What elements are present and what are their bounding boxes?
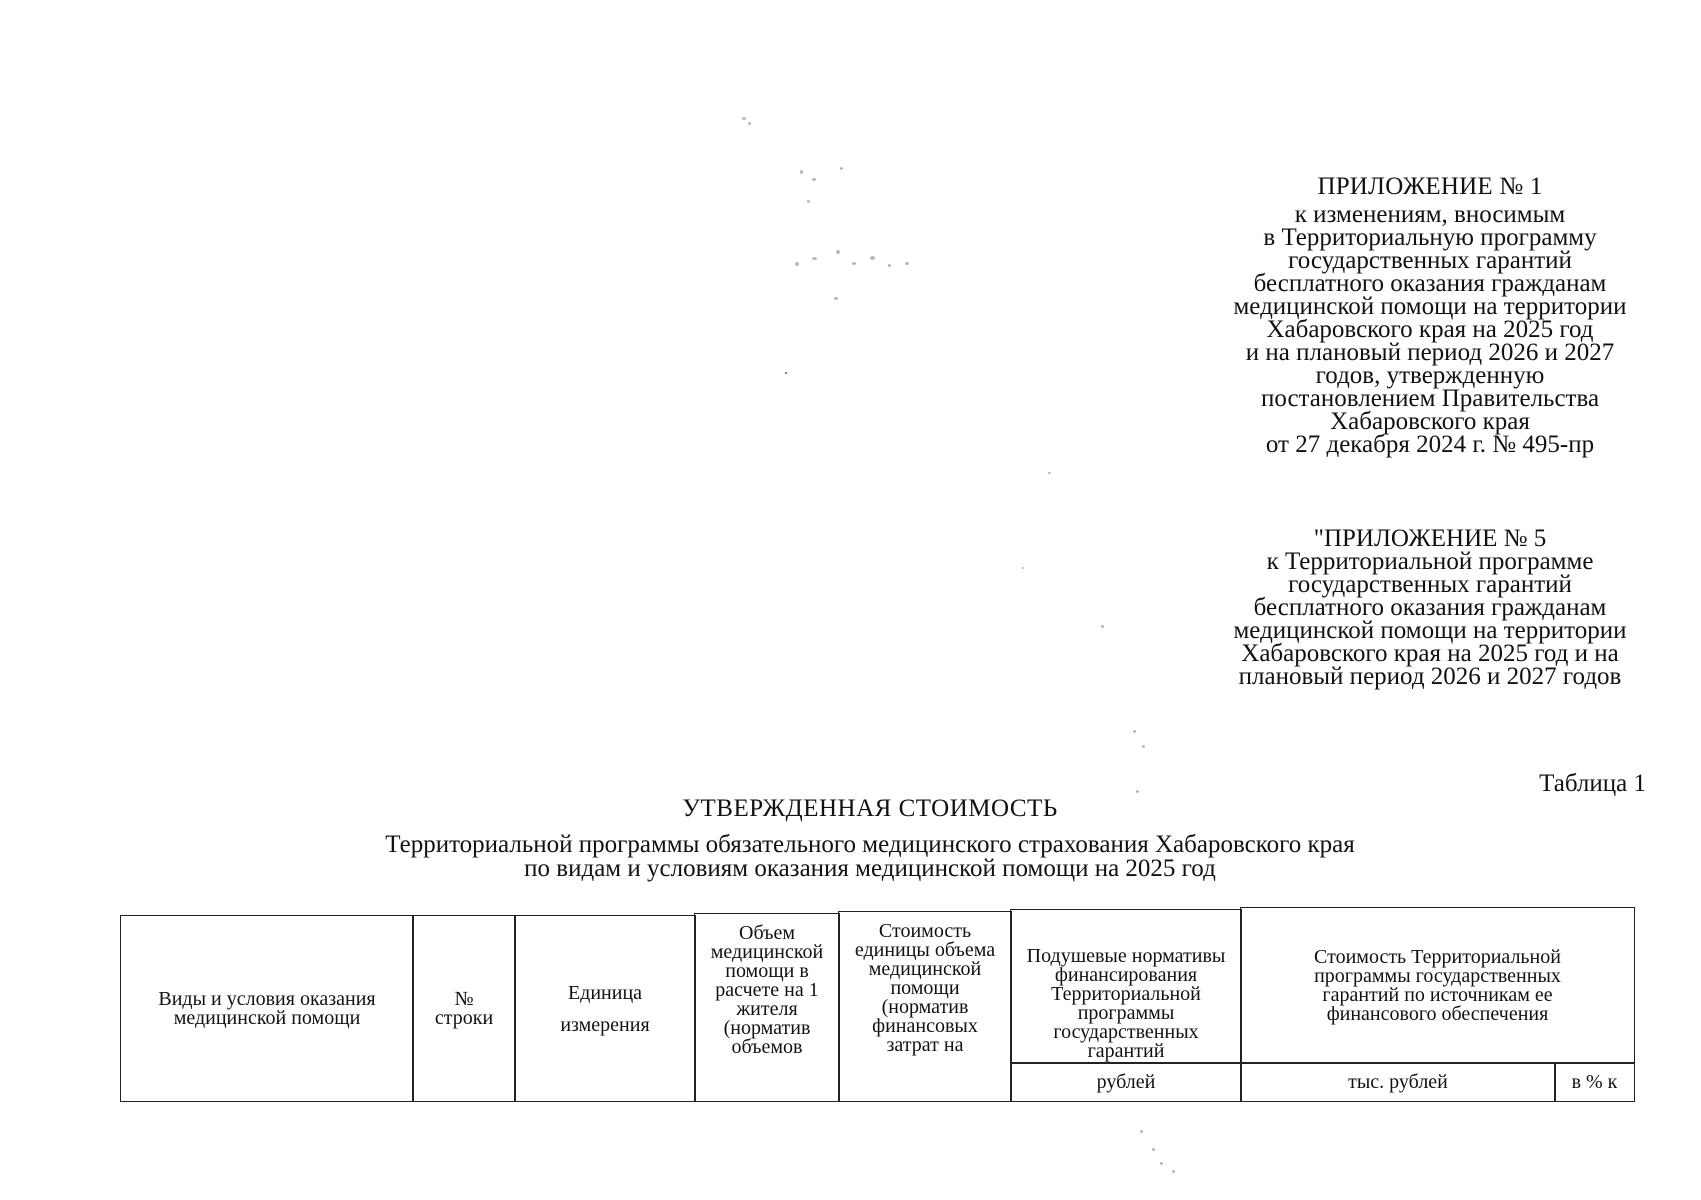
header-cell-volume <box>694 913 840 1102</box>
header-text: Единица измерения <box>560 981 650 1036</box>
annex-1-line: медицинской помощи на территории <box>1233 293 1627 320</box>
annex-1-line: бесплатного оказания гражданам <box>1253 270 1607 297</box>
cost-table-header <box>120 907 1635 1102</box>
document-subtitle-line: по видам и условиям оказания медицинской помощи на 2025 год <box>524 855 1216 882</box>
scan-speck <box>812 257 817 260</box>
header-cell-total-thousand-rub <box>1240 1062 1556 1102</box>
scan-speck <box>1048 472 1051 474</box>
header-text: Стоимость единицы объема медицинской помощи (норматив финансовых затрат на <box>854 920 996 1056</box>
scan-speck <box>785 372 787 374</box>
header-cell-total-cost <box>1240 907 1635 1064</box>
annex-1-line: Хабаровского края на 2025 год <box>1266 316 1594 343</box>
header-cell-unit <box>514 915 696 1102</box>
document-subtitle <box>0 833 1701 881</box>
annex-1-line: в Территориальную программу <box>1263 224 1597 251</box>
annex-1-line: постановлением Правительства <box>1260 385 1600 412</box>
annex-1-line: к изменениям, вносимым <box>1294 201 1566 228</box>
annex-5-line: бесплатного оказания гражданам <box>1253 594 1607 621</box>
header-cell-unit-cost <box>838 911 1012 1102</box>
scan-speck <box>870 256 875 260</box>
header-cell-per-capita <box>1010 909 1242 1064</box>
annex-5-title: "ПРИЛОЖЕНИЕ № 5 <box>1313 525 1547 552</box>
scan-speck <box>812 178 816 181</box>
scan-speck <box>748 122 751 125</box>
header-text: рублей <box>1096 1070 1156 1093</box>
annex-5-line: медицинской помощи на территории <box>1233 617 1627 644</box>
scan-speck <box>742 117 746 120</box>
scan-speck <box>905 262 909 265</box>
scan-speck <box>1142 745 1145 748</box>
annex-1-line: и на плановый период 2026 и 2027 <box>1245 339 1615 366</box>
annex-5-line: государственных гарантий <box>1288 571 1572 598</box>
header-text: Объем медицинской помощи в расчете на 1 жителя (норматив объемов <box>710 922 824 1058</box>
scan-speck <box>1101 625 1104 628</box>
header-cell-total-percent <box>1554 1062 1635 1102</box>
header-text: № строки <box>434 987 494 1029</box>
header-cell-types <box>120 915 414 1102</box>
header-text: Стоимость Территориальной программы государственных гарантий по источникам ее финансового обеспечения <box>1314 945 1561 1025</box>
scan-speck <box>1172 1170 1175 1173</box>
scan-speck <box>836 250 840 254</box>
annex-1-line: годов, утвержденную <box>1315 362 1545 389</box>
header-text: Виды и условия оказания медицинской помощи <box>158 987 376 1029</box>
annex-1-line: государственных гарантий <box>1288 247 1572 274</box>
annex-5-line: Хабаровского края на 2025 год и на <box>1241 640 1619 667</box>
header-text: тыс. рублей <box>1348 1070 1448 1093</box>
scan-speck <box>840 167 843 170</box>
document-title: УТВЕРЖДЕННАЯ СТОИМОСТЬ <box>682 795 1058 822</box>
scan-speck <box>1152 1148 1155 1151</box>
document-subtitle-line: Территориальной программы обязательного медицинского страхования Хабаровского края <box>385 831 1355 858</box>
annex-5-block <box>1180 527 1680 688</box>
table-caption: Таблица 1 <box>1539 770 1646 797</box>
scan-speck <box>1160 1162 1163 1165</box>
annex-5-line: плановый период 2026 и 2027 годов <box>1238 663 1622 690</box>
annex-5-line: к Территориальной программе <box>1266 548 1594 575</box>
annex-1-line: Хабаровского края <box>1330 408 1530 435</box>
annex-1-title: ПРИЛОЖЕНИЕ № 1 <box>1317 173 1543 200</box>
header-text: Подушевые нормативы финансирования Территориальной программы государственных гарантий <box>1026 945 1226 1062</box>
header-cell-per-capita-unit <box>1010 1062 1242 1102</box>
scan-speck <box>1136 790 1139 793</box>
header-text: в % к <box>1571 1070 1618 1093</box>
scan-speck <box>1140 1130 1143 1133</box>
scan-speck <box>852 262 856 265</box>
annex-1-line: от 27 декабря 2024 г. № 495-пр <box>1265 431 1595 458</box>
scan-speck <box>888 264 891 267</box>
annex-1-block <box>1180 175 1680 456</box>
scan-speck <box>807 200 810 203</box>
header-cell-row-number <box>412 915 516 1102</box>
scan-speck <box>834 297 838 300</box>
scan-speck <box>800 170 803 174</box>
scan-speck <box>1022 567 1024 569</box>
scan-speck <box>1133 730 1136 733</box>
scan-speck <box>795 262 799 266</box>
